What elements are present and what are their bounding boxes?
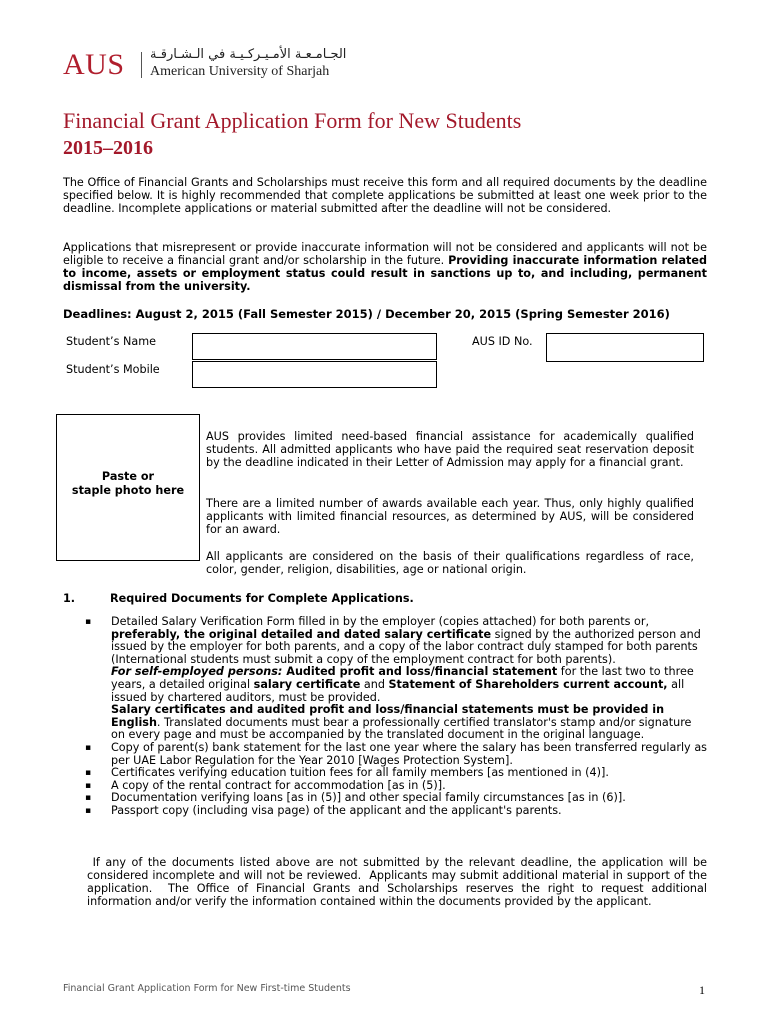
aus-id-field[interactable] [546,333,704,362]
item1-text-11: Salary certificates and audited profit and loss/financial statements must be provided in English [111,703,665,729]
item1-text-6: for the last two to three years, a detailed original [111,665,694,691]
list-item [85,740,707,767]
item4-text: A copy of the rental contract for accommodation [as in (5)]. [111,778,446,792]
aus-id-label: AUS ID No. [472,335,533,348]
item3-text: Certificates verifying education tuition fees for all family members [as mentioned in (4)]. [111,766,609,780]
photo-box[interactable] [56,414,200,561]
info-paragraph-3: All applicants are considered on the basis of their qualifications regardless of race, color, gender, religion, disabilities, age or national origin. [206,550,694,576]
bullet-icon: ▪ [85,805,92,816]
bullet-icon: ▪ [85,768,92,779]
bullet-icon: ▪ [85,780,92,791]
item1-text-8: and [360,677,389,691]
student-name-field[interactable] [192,333,437,360]
item1-text-2: preferably, the original detailed and dated salary certificate [111,627,492,641]
aus-logo-abbrev: AUS [63,48,125,81]
logo-english-name: American University of Sharjah [150,64,330,79]
list-item [85,803,707,818]
footer-text: Financial Grant Application Form for New First-time Students [63,983,351,994]
photo-instructions-line-2: staple photo here [71,484,185,497]
item1-text-7: salary certificate [253,677,361,691]
student-mobile-label: Student’s Mobile [66,363,160,376]
academic-year: 2015–2016 [63,137,153,159]
page-number: 1 [699,983,705,997]
closing-paragraph: If any of the documents listed above are not submitted by the relevant deadline, the application will be considered incomplete and will not be reviewed. Applicants may submit additional material in support of the application. The Office of Financial Grants and Scholarships reserves the right to request additional information and/or verify the information contained within the documents provided by the applicant. [87,856,711,908]
item1-text-1: Detailed Salary Verification Form filled in by the employer (copies attached) for both parents or, [111,615,650,628]
intro-paragraph-2-text: Applications that misrepresent or provide inaccurate information will not be considered and applicants will not be eligible to receive a financial grant and/or scholarship in the future. [63,241,707,267]
item1-text-12: . Translated documents must bear a professionally certified translator's stamp and/or signature on every page and must be accompanied by the translated document in the original language. [111,715,692,742]
info-paragraph-1: AUS provides limited need-based financial assistance for academically qualified students. All admitted applicants who have paid the required seat reservation deposit by the deadline indicated in their Letter of Admission may apply for a financial grant. [206,430,694,469]
list-item [85,615,707,742]
section-number: 1. [63,592,76,605]
logo-divider [141,52,142,78]
item5-text: Documentation verifying loans [as in (5)] and other special family circumstances [as in (6)]. [111,791,626,805]
item2-text: Copy of parent(s) bank statement for the last one year where the salary has been transferred regularly as per UAE Labor Regulation for the Year 2010 [Wages Protection System]. [111,740,707,767]
logo-arabic-name: الجـامـعـة الأمـيـركـيـة في الـشـارقـة [150,47,347,62]
section-heading: Required Documents for Complete Applications. [110,592,414,605]
intro-paragraph-2-warning: Providing inaccurate information related to income, assets or employment status could result in sanctions up to, and including, permanent dismissal from the university. [63,254,707,293]
bullet-icon: ▪ [85,617,92,627]
photo-instructions-line-1: Paste or [101,470,155,483]
bullet-icon: ▪ [85,793,92,804]
student-name-label: Student’s Name [66,335,156,348]
info-paragraph-2: There are a limited number of awards available each year. Thus, only highly qualified applicants with limited financial resources, as determined by AUS, will be considered for an award. [206,497,694,536]
item6-text: Passport copy (including visa page) of the applicant and the applicant's parents. [111,803,562,817]
intro-paragraph-1: The Office of Financial Grants and Scholarships must receive this form and all required documents by the deadline specified below. It is highly recommended that complete applications be submitted at least one week prior to the deadline. Incomplete applications or material submitted after the deadline will not be considered. [63,176,707,215]
required-documents-list [85,615,707,818]
page-title: Financial Grant Application Form for New Students [63,108,522,133]
item1-self-employed-label: For self-employed persons: [111,665,283,679]
item1-text-10: all issued by chartered auditors, must be provided. [111,677,685,704]
intro-paragraph-2 [63,241,707,293]
item1-text-9: Statement of Shareholders current account, [388,677,668,691]
item1-text-3: signed by the authorized person and issued by the employer for both parents, and a copy of the labor contract duly stamped for both parents (International students must submit a copy of the employment contract for both parents). [111,627,701,666]
student-mobile-field[interactable] [192,361,437,388]
photo-instructions [57,470,199,498]
deadlines-line: Deadlines: August 2, 2015 (Fall Semester 2015) / December 20, 2015 (Spring Semester 2016) [63,307,670,321]
bullet-icon: ▪ [85,742,92,753]
item1-text-5: Audited profit and loss/financial statement [282,665,558,679]
